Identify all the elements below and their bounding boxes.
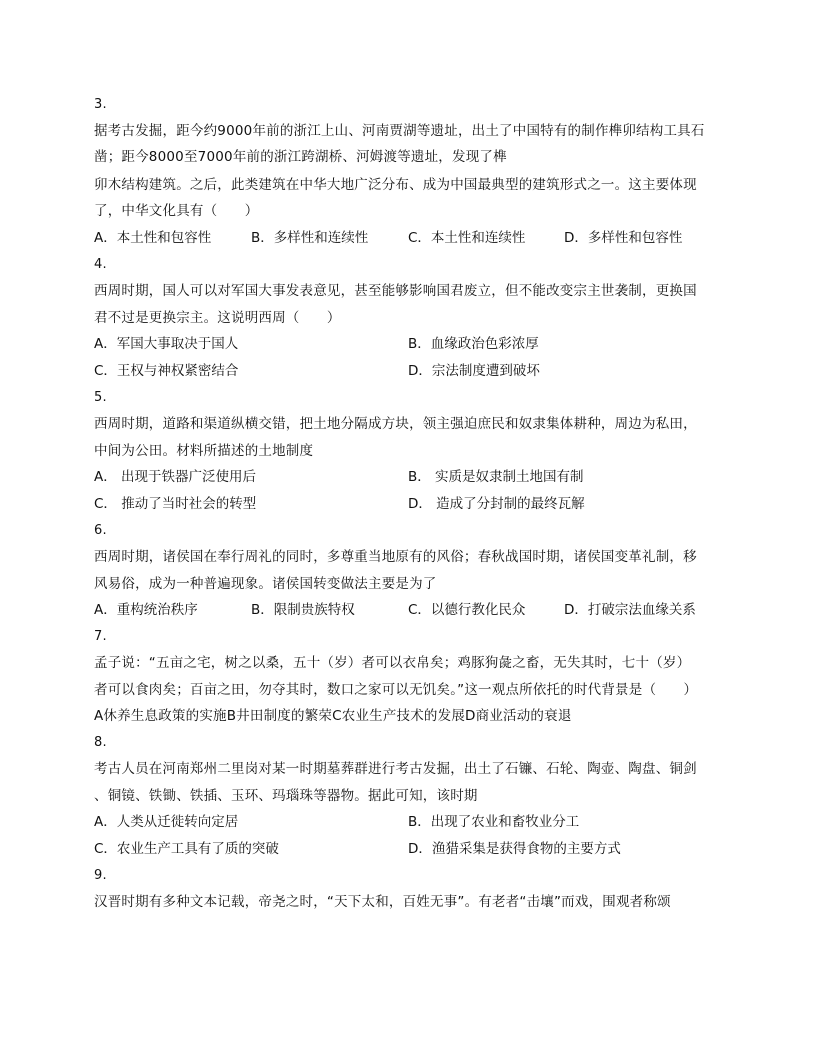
question-4-number: 4. bbox=[94, 257, 107, 272]
question-3-stem-line-3: 卯木结构建筑。之后，此类建筑在中华大地广泛分布、成为中国最典型的建筑形式之一。这主要体现 bbox=[94, 177, 697, 193]
question-6-option-b: B．限制贵族特权 bbox=[251, 602, 355, 618]
question-3-option-d: D．多样性和包容性 bbox=[564, 230, 683, 246]
question-4-option-c: C．王权与神权紧密结合 bbox=[94, 363, 239, 379]
question-8-stem-line-1: 考古人员在河南郑州二里岗对某一时期墓葬群进行考古发掘，出土了石镰、石轮、陶壶、陶盘、铜剑 bbox=[94, 761, 697, 777]
question-6-stem-line-2: 风易俗，成为一种普遍现象。诸侯国转变做法主要是为了 bbox=[94, 576, 437, 592]
question-5-number: 5. bbox=[94, 390, 107, 405]
question-3-stem-line-2: 凿；距今8000至7000年前的浙江跨湖桥、河姆渡等遗址，发现了榫 bbox=[94, 149, 507, 165]
question-3-option-b: B．多样性和连续性 bbox=[251, 230, 369, 246]
question-3-stem-line-1: 据考古发掘，距今约9000年前的浙江上山、河南贾湖等遗址，出土了中国特有的制作榫卯结构工具石 bbox=[94, 123, 705, 139]
question-6-number: 6. bbox=[94, 523, 107, 538]
question-7-stem-line-2: 者可以食肉矣；百亩之田，勿夺其时，数口之家可以无饥矣。”这一观点所依托的时代背景是（ ） bbox=[94, 682, 698, 698]
question-8-option-a: A．人类从迁徙转向定居 bbox=[94, 814, 239, 830]
question-8-number: 8. bbox=[94, 735, 107, 750]
question-9-number: 9. bbox=[94, 868, 107, 883]
question-5-option-d: D． 造成了分封制的最终瓦解 bbox=[408, 496, 585, 512]
question-4-stem-line-2: 君不过是更换宗主。这说明西周（ ） bbox=[94, 310, 341, 326]
question-8-option-d: D．渔猎采集是获得食物的主要方式 bbox=[408, 841, 621, 857]
question-4-option-a: A．军国大事取决于国人 bbox=[94, 336, 239, 352]
question-4-option-d: D．宗法制度遭到破坏 bbox=[408, 363, 540, 379]
question-5-option-b: B． 实质是奴隶制土地国有制 bbox=[408, 469, 584, 485]
question-4-option-b: B．血缘政治色彩浓厚 bbox=[408, 336, 539, 352]
question-3-number: 3. bbox=[94, 97, 107, 112]
question-7-stem-line-3: A休养生息政策的实施B井田制度的繁荣C农业生产技术的发展D商业活动的衰退 bbox=[94, 708, 572, 724]
question-6-option-d: D．打破宗法血缘关系 bbox=[564, 602, 696, 618]
question-9-stem-line-1: 汉晋时期有多种文本记载，帝尧之时，“天下太和，百姓无事”。有老者“击壤”而戏，围观者称颂 bbox=[94, 894, 671, 910]
question-8-option-b: B．出现了农业和畜牧业分工 bbox=[408, 814, 580, 830]
question-6-stem-line-1: 西周时期，诸侯国在奉行周礼的同时，多尊重当地原有的风俗；春秋战国时期，诸侯国变革礼制，移 bbox=[94, 549, 697, 565]
question-5-stem-line-2: 中间为公田。材料所描述的土地制度 bbox=[94, 443, 314, 459]
question-8-stem-line-2: 、铜镜、铁锄、铁插、玉环、玛瑙珠等器物。据此可知，该时期 bbox=[94, 788, 478, 804]
question-7-number: 7. bbox=[94, 629, 107, 644]
question-6-option-c: C．以德行教化民众 bbox=[408, 602, 526, 618]
question-3-option-a: A．本土性和包容性 bbox=[94, 230, 212, 246]
question-8-option-c: C．农业生产工具有了质的突破 bbox=[94, 841, 279, 857]
question-7-stem-line-1: 孟子说：“五亩之宅，树之以桑，五十（岁）者可以衣帛矣；鸡豚狗彘之畜，无失其时，七十（岁） bbox=[94, 655, 691, 671]
question-4-stem-line-1: 西周时期，国人可以对军国大事发表意见，甚至能够影响国君废立，但不能改变宗主世袭制，更换国 bbox=[94, 283, 697, 299]
question-5-stem-line-1: 西周时期，道路和渠道纵横交错，把土地分隔成方块，领主强迫庶民和奴隶集体耕种，周边为私田， bbox=[94, 416, 697, 432]
question-5-option-c: C． 推动了当时社会的转型 bbox=[94, 496, 257, 512]
question-6-option-a: A．重构统治秩序 bbox=[94, 602, 198, 618]
question-3-stem-line-4: 了，中华文化具有（ ） bbox=[94, 203, 259, 219]
question-3-option-c: C．本土性和连续性 bbox=[408, 230, 526, 246]
question-5-option-a: A． 出现于铁器广泛使用后 bbox=[94, 469, 257, 485]
